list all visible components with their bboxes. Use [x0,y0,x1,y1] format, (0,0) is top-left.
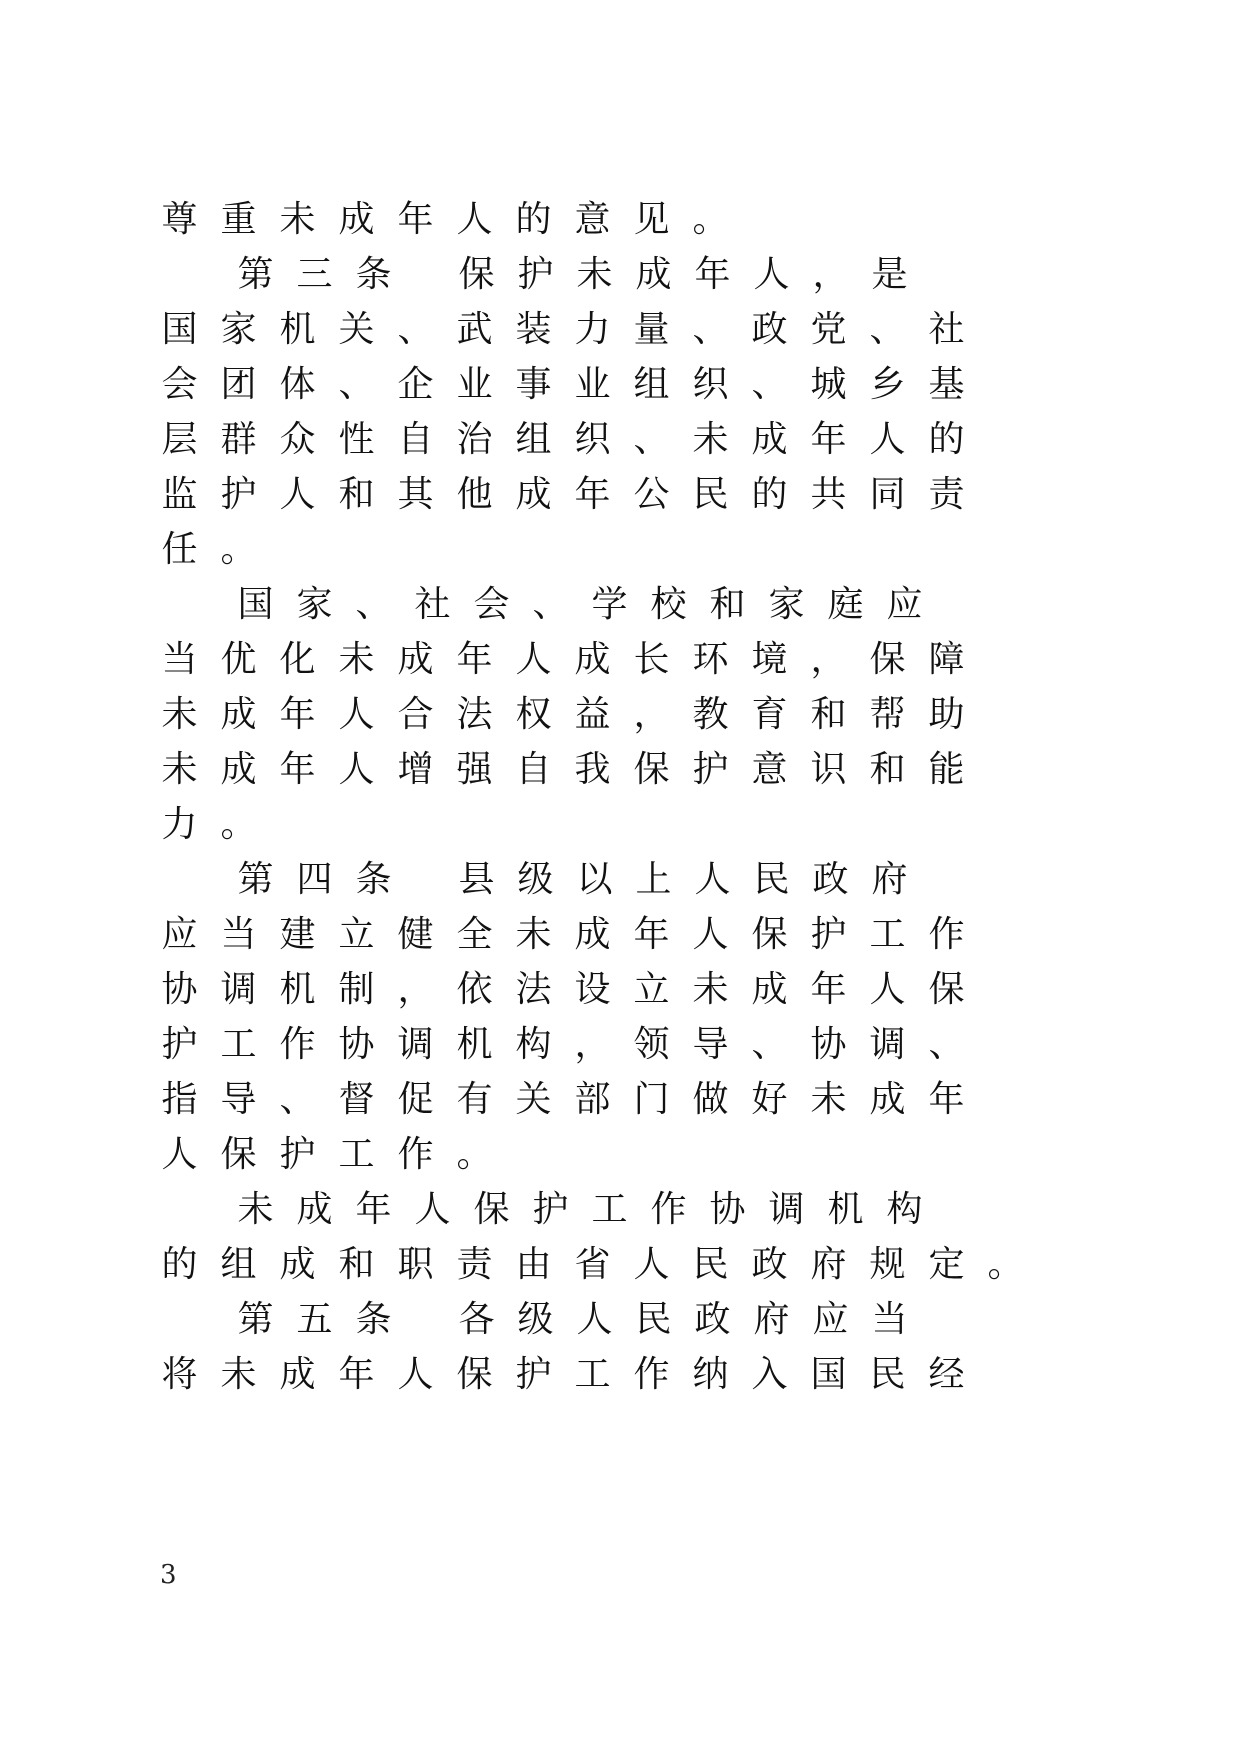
text-line: 将 未 成 年 人 保 护 工 作 纳 入 国 民 经 [161,1354,965,1395]
text-line: 第 三 条 保 护 未 成 年 人 ， 是 [237,254,908,295]
text-line: 指 导 、 督 促 有 关 部 门 做 好 未 成 年 [161,1079,965,1120]
text-line: 监 护 人 和 其 他 成 年 公 民 的 共 同 责 [161,474,965,515]
text-line: 未 成 年 人 增 强 自 我 保 护 意 识 和 能 [161,749,965,790]
text-line: 当 优 化 未 成 年 人 成 长 环 境 ， 保 障 [161,639,965,680]
text-line: 会 团 体 、 企 业 事 业 组 织 、 城 乡 基 [161,364,965,405]
text-line: 第 四 条 县 级 以 上 人 民 政 府 [237,859,908,900]
text-line: 协 调 机 制 ， 依 法 设 立 未 成 年 人 保 [161,969,965,1010]
text-line: 层 群 众 性 自 治 组 织 、 未 成 年 人 的 [161,419,965,460]
text-line: 护 工 作 协 调 机 构 ， 领 导 、 协 调 、 [161,1024,965,1065]
text-line: 第 五 条 各 级 人 民 政 府 应 当 [237,1299,908,1340]
page-number: 3 [160,1560,177,1590]
text-line: 应 当 建 立 健 全 未 成 年 人 保 护 工 作 [161,914,965,955]
text-line: 未 成 年 人 合 法 权 益 ， 教 育 和 帮 助 [161,694,965,735]
text-line: 的 组 成 和 职 责 由 省 人 民 政 府 规 定 。 [161,1244,1024,1285]
text-line: 尊 重 未 成 年 人 的 意 见 。 [161,199,729,240]
text-line: 任 。 [161,529,257,570]
text-line: 未 成 年 人 保 护 工 作 协 调 机 构 [237,1189,923,1230]
text-line: 国 家 、 社 会 、 学 校 和 家 庭 应 [237,584,923,625]
text-line: 国 家 机 关 、 武 装 力 量 、 政 党 、 社 [161,309,965,350]
text-line: 力 。 [161,804,257,845]
text-line: 人 保 护 工 作 。 [161,1134,493,1175]
